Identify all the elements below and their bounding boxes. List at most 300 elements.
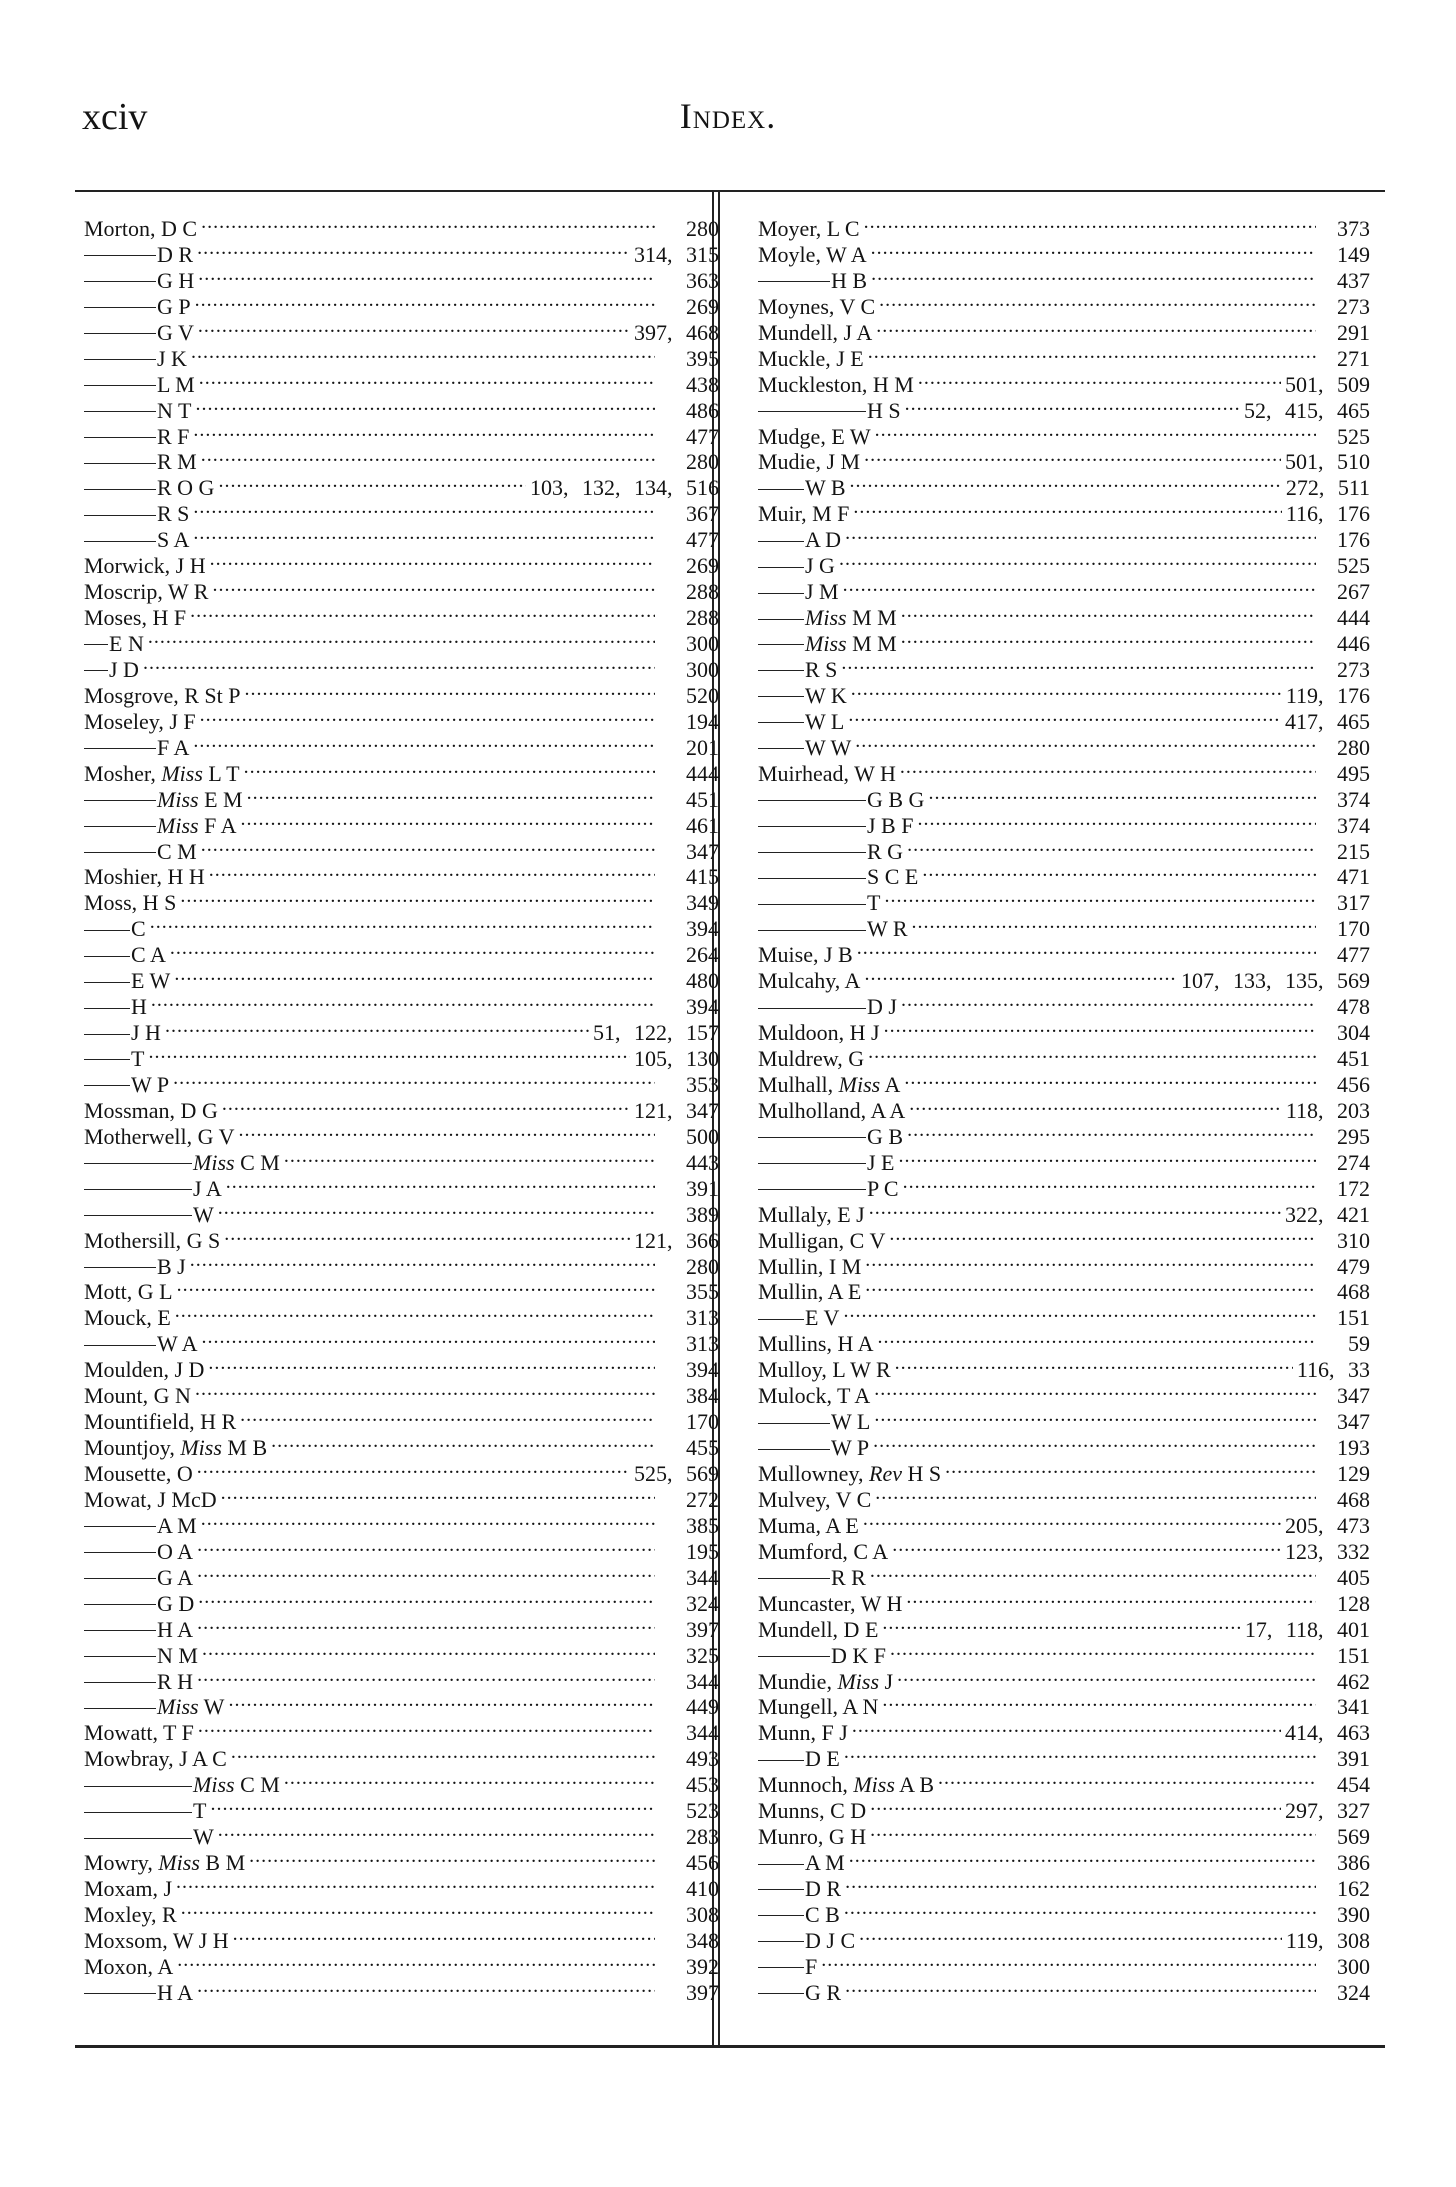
ditto-dash <box>84 281 156 282</box>
dot-leader <box>871 266 1316 288</box>
entry-name: C <box>84 916 146 942</box>
index-entry <box>758 577 1370 603</box>
entry-name: P C <box>758 1176 899 1202</box>
entry-pages: 417, 465 <box>1285 708 1370 734</box>
index-entry <box>758 1485 1370 1511</box>
entry-name: G V <box>84 320 194 346</box>
index-entry <box>758 888 1370 914</box>
index-entry <box>758 396 1370 422</box>
dot-leader <box>901 629 1316 651</box>
dot-leader <box>218 473 526 495</box>
entry-name: Moscrip, W R <box>84 579 209 605</box>
dot-leader <box>849 1848 1316 1870</box>
dot-leader <box>195 292 655 314</box>
ditto-dash <box>84 644 108 645</box>
dot-leader <box>905 396 1240 418</box>
entry-pages: 349 <box>686 890 719 916</box>
entry-pages: 59 <box>1348 1331 1370 1357</box>
dot-leader <box>224 1226 630 1248</box>
dot-leader <box>231 1744 655 1766</box>
entry-name: Motherwell, G V <box>84 1123 235 1149</box>
index-entry <box>84 1044 719 1070</box>
ditto-dash <box>84 1656 156 1657</box>
dot-leader <box>199 370 655 392</box>
entry-pages: 267 <box>1337 579 1370 605</box>
index-entry <box>84 1589 719 1615</box>
entry-name: Mullaly, E J <box>758 1201 865 1227</box>
entry-name: F A <box>84 735 189 761</box>
index-entry <box>84 914 719 940</box>
dot-leader <box>240 811 655 833</box>
index-entry <box>758 1174 1370 1200</box>
index-entry <box>84 1226 719 1252</box>
index-entry <box>84 707 719 733</box>
index-entry <box>84 1796 719 1822</box>
entry-pages: 520 <box>686 682 719 708</box>
index-entry <box>84 733 719 759</box>
dot-leader <box>151 992 655 1014</box>
entry-pages: 414, 463 <box>1285 1720 1370 1746</box>
ditto-dash <box>758 1864 804 1865</box>
index-entry <box>758 1096 1370 1122</box>
ditto-dash <box>758 1915 804 1916</box>
entry-name: Mundell, J A <box>758 319 873 345</box>
entry-name: G H <box>84 268 194 294</box>
dot-leader <box>239 1122 655 1144</box>
entry-name: Moshier, H H <box>84 864 205 890</box>
index-entry <box>758 1407 1370 1433</box>
dot-leader <box>221 1485 655 1507</box>
top-rule <box>75 190 1385 192</box>
dot-leader <box>197 1667 655 1689</box>
ditto-dash <box>758 1656 830 1657</box>
dot-leader <box>201 837 655 859</box>
entry-name: R O G <box>84 475 214 501</box>
ditto-dash <box>758 826 866 827</box>
ditto-dash <box>758 1578 830 1579</box>
entry-name: Mowbray, J A C <box>84 1746 227 1772</box>
index-entry <box>84 1303 719 1329</box>
dot-leader <box>918 370 1281 392</box>
entry-pages: 193 <box>1337 1435 1370 1461</box>
entry-pages: 394 <box>686 916 719 942</box>
index-entry <box>758 1952 1370 1978</box>
entry-name: Muckle, J E <box>758 345 864 371</box>
dot-leader <box>839 551 1316 573</box>
dot-leader <box>175 1303 655 1325</box>
dot-leader <box>201 447 655 469</box>
entry-pages: 454 <box>1337 1772 1370 1798</box>
entry-pages: 495 <box>1337 760 1370 786</box>
index-entry <box>758 1900 1370 1926</box>
ditto-dash <box>84 411 156 412</box>
entry-pages: 477 <box>686 423 719 449</box>
dot-leader <box>869 1200 1281 1222</box>
entry-pages: 525 <box>1337 423 1370 449</box>
index-entry <box>758 1381 1370 1407</box>
dot-leader <box>868 344 1316 366</box>
index-entry <box>84 940 719 966</box>
dot-leader <box>197 1615 655 1637</box>
dot-leader <box>195 396 655 418</box>
dot-leader <box>197 1978 655 2000</box>
index-entry <box>84 1692 719 1718</box>
index-entry <box>758 214 1370 240</box>
dot-leader <box>928 785 1316 807</box>
entry-pages: 461 <box>686 812 719 838</box>
dot-leader <box>198 318 630 340</box>
entry-name: J G <box>758 553 835 579</box>
dot-leader <box>845 1978 1316 2000</box>
index-entry <box>84 785 719 811</box>
dot-leader <box>863 1511 1281 1533</box>
entry-pages: 478 <box>1337 994 1370 1020</box>
index-entry <box>84 1174 719 1200</box>
entry-pages: 105, 130 <box>634 1046 719 1071</box>
ditto-dash <box>84 1345 156 1346</box>
index-entry <box>84 1148 719 1174</box>
entry-pages: 438 <box>686 371 719 397</box>
dot-leader <box>884 888 1316 910</box>
entry-pages: 397 <box>686 1616 719 1642</box>
dot-leader <box>181 1900 655 1922</box>
entry-pages: 149 <box>1337 241 1370 267</box>
index-entry <box>84 992 719 1018</box>
entry-name: W A <box>84 1331 198 1357</box>
ditto-dash <box>84 1838 192 1839</box>
ditto-dash <box>758 878 866 879</box>
entry-name: Mullin, A E <box>758 1279 862 1305</box>
entry-name: H <box>84 994 147 1020</box>
entry-pages: 172 <box>1337 1175 1370 1201</box>
entry-pages: 283 <box>686 1824 719 1850</box>
ditto-dash <box>84 982 130 983</box>
entry-pages: 397 <box>686 1979 719 2005</box>
entry-name: Mountifield, H R <box>84 1409 237 1435</box>
index-entry <box>758 1018 1370 1044</box>
entry-name: D R <box>84 242 193 268</box>
dot-leader <box>844 1744 1316 1766</box>
dot-leader <box>875 1485 1316 1507</box>
index-entry <box>758 1718 1370 1744</box>
entry-name: H S <box>758 398 901 424</box>
index-entry <box>84 1252 719 1278</box>
ditto-dash <box>84 748 156 749</box>
index-entry <box>84 1122 719 1148</box>
entry-pages: 415 <box>686 864 719 890</box>
entry-pages: 355 <box>686 1279 719 1305</box>
index-entry <box>84 214 719 240</box>
entry-name: Mosher, Miss L T <box>84 760 240 786</box>
entry-pages: 300 <box>686 656 719 682</box>
index-entry <box>84 1433 719 1459</box>
index-entry <box>758 292 1370 318</box>
entry-pages: 313 <box>686 1331 719 1357</box>
index-entry <box>758 1589 1370 1615</box>
index-entry <box>758 914 1370 940</box>
entry-name: Munn, F J <box>758 1720 848 1746</box>
ditto-dash <box>84 1034 130 1035</box>
index-entry <box>84 1770 719 1796</box>
dot-leader <box>208 1355 655 1377</box>
entry-pages: 391 <box>1337 1746 1370 1772</box>
entry-name: J K <box>84 346 187 372</box>
index-entry <box>758 1563 1370 1589</box>
entry-pages: 389 <box>686 1201 719 1227</box>
index-entry <box>758 1615 1370 1641</box>
dot-leader <box>173 1070 655 1092</box>
entry-pages: 501, 510 <box>1285 449 1370 475</box>
entry-name: H B <box>758 268 867 294</box>
entry-pages: 151 <box>1337 1642 1370 1668</box>
entry-pages: 501, 509 <box>1285 371 1370 397</box>
entry-name: Mulloy, L W R <box>758 1357 891 1383</box>
entry-name: Munns, C D <box>758 1798 867 1824</box>
index-entry <box>84 551 719 577</box>
entry-name: Mullins, H A <box>758 1331 874 1357</box>
dot-leader <box>209 862 655 884</box>
entry-pages: 170 <box>1337 916 1370 942</box>
entry-name: B J <box>84 1254 186 1280</box>
index-entry <box>758 1122 1370 1148</box>
dot-leader <box>859 1926 1282 1948</box>
entry-pages: 363 <box>686 267 719 293</box>
ditto-dash <box>758 1760 804 1761</box>
ditto-dash <box>84 1085 130 1086</box>
index-entry <box>758 966 1370 992</box>
entry-name: Mothersill, G S <box>84 1227 221 1253</box>
index-entry <box>84 266 719 292</box>
ditto-dash <box>758 852 866 853</box>
ditto-dash <box>84 1682 156 1683</box>
dot-leader <box>844 1900 1316 1922</box>
entry-name: Miss F A <box>84 813 236 839</box>
index-entry <box>758 681 1370 707</box>
dot-leader <box>233 1926 655 1948</box>
entry-pages: 280 <box>1337 734 1370 760</box>
entry-name: R R <box>758 1565 866 1591</box>
entry-pages: 444 <box>686 760 719 786</box>
entry-name: Moyer, L C <box>758 216 860 241</box>
ditto-dash <box>84 1189 192 1190</box>
index-entry <box>758 1692 1370 1718</box>
dot-leader <box>170 940 655 962</box>
entry-pages: 121, 347 <box>634 1097 719 1123</box>
entry-pages: 300 <box>1337 1953 1370 1979</box>
entry-pages: 273 <box>1337 293 1370 319</box>
ditto-dash <box>84 1552 156 1553</box>
index-entry <box>758 655 1370 681</box>
entry-pages: 118, 203 <box>1285 1097 1370 1123</box>
entry-name: Muirhead, W H <box>758 760 896 786</box>
dot-leader <box>198 1589 655 1611</box>
index-entry <box>84 1667 719 1693</box>
entry-name: Morton, D C <box>84 216 198 241</box>
index-entry <box>758 1148 1370 1174</box>
entry-pages: 314, 315 <box>634 241 719 267</box>
index-entry <box>84 1407 719 1433</box>
ditto-dash <box>84 489 156 490</box>
index-entry <box>758 1641 1370 1667</box>
entry-name: J H <box>84 1020 161 1046</box>
index-entry <box>758 1329 1370 1355</box>
entry-name: Mowat, J McD <box>84 1486 217 1512</box>
index-entry <box>84 759 719 785</box>
index-entry <box>84 370 719 396</box>
entry-pages: 353 <box>686 1071 719 1097</box>
index-entry <box>758 1459 1370 1485</box>
dot-leader <box>938 1770 1316 1792</box>
ditto-dash <box>84 1604 156 1605</box>
entry-name: Mullin, I M <box>758 1253 862 1279</box>
entry-name: Mouck, E <box>84 1305 171 1331</box>
entry-name: Mowatt, T F <box>84 1720 194 1746</box>
ditto-dash <box>84 307 156 308</box>
entry-name: D K F <box>758 1643 886 1669</box>
entry-pages: 486 <box>686 397 719 423</box>
dot-leader <box>864 447 1281 469</box>
entry-pages: 205, 473 <box>1285 1512 1370 1538</box>
index-entry <box>758 940 1370 966</box>
index-entry <box>84 1070 719 1096</box>
dot-leader <box>874 1407 1316 1429</box>
index-entry <box>84 1485 719 1511</box>
entry-pages: 347 <box>1337 1409 1370 1435</box>
entry-name: R H <box>84 1669 193 1695</box>
index-entry <box>84 1615 719 1641</box>
index-entry <box>84 447 719 473</box>
entry-name: E V <box>758 1305 839 1331</box>
ditto-dash <box>84 1215 192 1216</box>
entry-name: Mundell, D E <box>758 1616 879 1642</box>
dot-leader <box>841 655 1316 677</box>
entry-name: R S <box>758 657 837 683</box>
entry-name: W P <box>84 1072 169 1098</box>
index-entry <box>758 1926 1370 1952</box>
dot-leader <box>210 551 655 573</box>
entry-pages: 410 <box>686 1876 719 1901</box>
ditto-dash <box>758 1423 830 1424</box>
index-entry <box>84 1018 719 1044</box>
index-entry <box>84 603 719 629</box>
index-entry <box>758 499 1370 525</box>
index-entry <box>758 1511 1370 1537</box>
dot-leader <box>249 1848 655 1870</box>
dot-leader <box>865 1252 1316 1274</box>
ditto-dash <box>758 1163 866 1164</box>
ditto-dash <box>758 281 830 282</box>
index-entry <box>84 1329 719 1355</box>
ditto-dash <box>84 1526 156 1527</box>
entry-name: S A <box>84 527 189 553</box>
ditto-dash <box>84 255 156 256</box>
entry-name: T <box>758 890 880 916</box>
index-column-left <box>84 214 719 2004</box>
dot-leader <box>871 240 1316 262</box>
entry-name: Moss, H S <box>84 890 177 916</box>
entry-name: Miss M M <box>758 605 897 631</box>
entry-pages: 385 <box>686 1512 719 1538</box>
dot-leader <box>148 629 655 651</box>
ditto-dash <box>84 463 156 464</box>
entry-name: J A <box>84 1176 222 1202</box>
entry-name: N M <box>84 1643 198 1669</box>
entry-name: Mulvey, V C <box>758 1486 872 1512</box>
index-entry <box>758 551 1370 577</box>
dot-leader <box>271 1433 655 1455</box>
entry-pages: 468 <box>1337 1279 1370 1305</box>
dot-leader <box>150 914 655 936</box>
dot-leader <box>218 1200 655 1222</box>
entry-name: Moyle, W A <box>758 241 867 267</box>
dot-leader <box>909 1096 1282 1118</box>
entry-pages: 344 <box>686 1564 719 1590</box>
index-entry <box>758 1070 1370 1096</box>
dot-leader <box>843 577 1316 599</box>
dot-leader <box>190 1252 655 1274</box>
page-number: xciv <box>82 96 148 138</box>
entry-name: Mosgrove, R St P <box>84 682 241 708</box>
entry-pages: 525, 569 <box>634 1461 719 1486</box>
entry-pages: 151 <box>1337 1305 1370 1331</box>
ditto-dash <box>758 541 804 542</box>
entry-name: G B <box>758 1124 903 1150</box>
dot-leader <box>177 1277 655 1299</box>
dot-leader <box>884 1018 1316 1040</box>
dot-leader <box>180 888 655 910</box>
entry-pages: 480 <box>686 968 719 994</box>
index-entry <box>84 1744 719 1770</box>
dot-leader <box>165 1018 589 1040</box>
entry-pages: 386 <box>1337 1850 1370 1876</box>
index-entry <box>758 862 1370 888</box>
entry-name: D J <box>758 994 897 1020</box>
index-entry <box>758 629 1370 655</box>
dot-leader <box>210 1796 655 1818</box>
index-entry <box>758 1252 1370 1278</box>
index-entry <box>758 1848 1370 1874</box>
entry-pages: 468 <box>1337 1486 1370 1512</box>
entry-pages: 300 <box>686 631 719 656</box>
dot-leader <box>904 1070 1316 1092</box>
index-entry <box>84 577 719 603</box>
entry-pages: 348 <box>686 1927 719 1953</box>
entry-pages: 493 <box>686 1746 719 1772</box>
dot-leader <box>226 1174 655 1196</box>
dot-leader <box>212 577 655 599</box>
entry-pages: 170 <box>686 1409 719 1435</box>
ditto-dash <box>758 489 804 490</box>
ditto-dash <box>84 437 156 438</box>
ditto-dash <box>84 670 108 671</box>
dot-leader <box>850 473 1282 495</box>
entry-pages: 264 <box>686 942 719 968</box>
entry-pages: 471 <box>1337 864 1370 890</box>
entry-pages: 304 <box>1337 1020 1370 1046</box>
dot-leader <box>195 1381 655 1403</box>
entry-pages: 129 <box>1337 1461 1370 1486</box>
entry-pages: 456 <box>686 1850 719 1876</box>
dot-leader <box>176 1874 655 1896</box>
index-entry <box>84 629 719 655</box>
entry-pages: 291 <box>1337 319 1370 345</box>
entry-name: Mulhall, Miss A <box>758 1071 901 1097</box>
index-entry <box>84 1641 719 1667</box>
entry-pages: 274 <box>1337 1149 1370 1175</box>
entry-pages: 344 <box>686 1720 719 1746</box>
index-entry <box>84 1952 719 1978</box>
entry-pages: 295 <box>1337 1123 1370 1149</box>
